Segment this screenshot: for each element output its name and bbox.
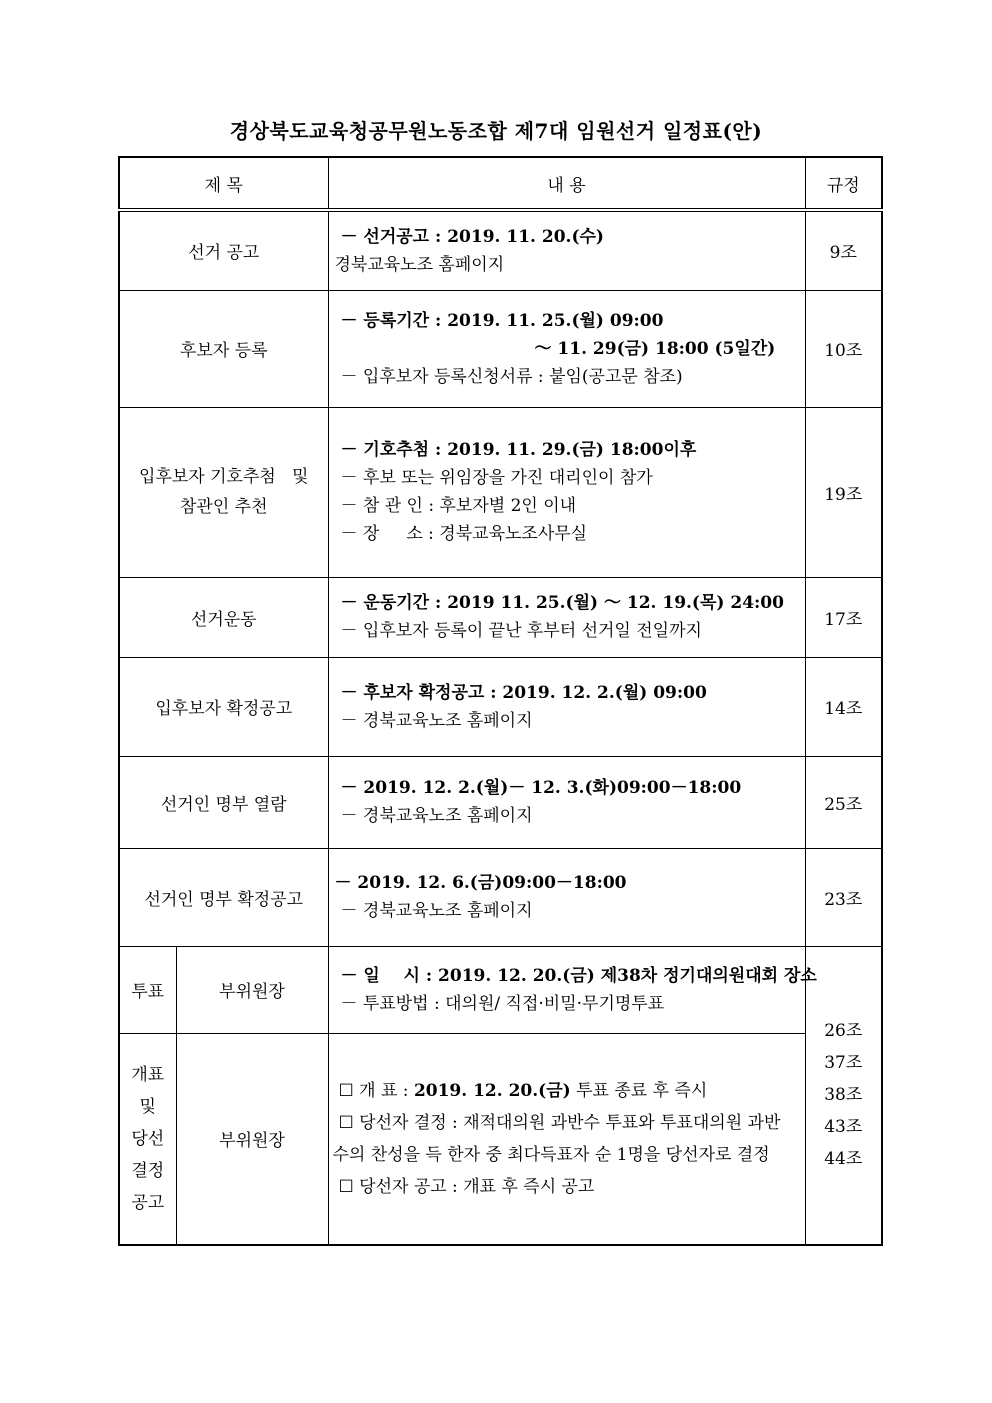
content-line: － 기호추첨 : 2019. 11. 29.(금) 18:00이후 [340, 440, 697, 460]
content-line: － 운동기간 : 2019 11. 25.(월) ～ 12. 19.(목) 24:00 [340, 593, 784, 613]
count-label-line: 결정 [131, 1160, 165, 1181]
table-row [119, 848, 882, 946]
row-content [328, 756, 805, 848]
header-subject: 제 목 [119, 157, 328, 210]
table-row [119, 657, 882, 756]
table-row [119, 946, 882, 1033]
rule-item: 37조 [824, 1053, 863, 1074]
row-subject: 선거인 명부 확정공고 [119, 848, 328, 946]
rule-item: 44조 [824, 1149, 863, 1170]
table-row [119, 1033, 882, 1245]
row-content [328, 210, 805, 290]
schedule-table [118, 156, 883, 1246]
row-subject [119, 407, 328, 577]
row-content [328, 1033, 805, 1245]
count-label-line: 당선 [131, 1128, 165, 1149]
row-subject: 입후보자 확정공고 [119, 657, 328, 756]
row-content [328, 848, 805, 946]
count-label [119, 1033, 176, 1245]
header-content: 내 용 [328, 157, 805, 210]
table-row [119, 577, 882, 657]
content-line: 수의 찬성을 득 한자 중 최다득표자 순 1명을 당선자로 결정 [332, 1144, 770, 1165]
page-title: 경상북도교육청공무원노동조합 제7대 임원선거 일정표(안) [229, 119, 763, 143]
count-label-line: 공고 [131, 1192, 165, 1213]
row-subject: 선거 공고 [119, 210, 328, 290]
rule-item: 43조 [824, 1117, 863, 1138]
content-line: － 장 소 : 경북교육노조사무실 [340, 524, 588, 544]
content-line: － 2019. 12. 6.(금)09:00－18:00 [334, 873, 627, 893]
row-content [328, 407, 805, 577]
row-rule: 14조 [805, 657, 882, 756]
row-rule: 23조 [805, 848, 882, 946]
content-line: － 일 시 : 2019. 12. 20.(금) 제38차 정기대의원대회 장소 [340, 965, 817, 986]
content-line: ～ 11. 29(금) 18:00 (5일간) [534, 338, 776, 359]
rule-item: 26조 [824, 1021, 863, 1042]
content-line [333, 1075, 803, 1107]
row-rule: 17조 [805, 577, 882, 657]
count-manager: 부위원장 [176, 1033, 328, 1245]
content-line: － 경북교육노조 홈페이지 [340, 710, 533, 731]
content-line: － 경북교육노조 홈페이지 [340, 806, 533, 826]
content-line: － 입후보자 등록이 끝난 후부터 선거일 전일까지 [340, 621, 702, 641]
content-line: － 등록기간 : 2019. 11. 25.(월) 09:00 [340, 310, 664, 331]
row-subject: 선거인 명부 열람 [119, 756, 328, 848]
table-row [119, 756, 882, 848]
row-rule: 25조 [805, 756, 882, 848]
content-line: 경북교육노조 홈페이지 [334, 254, 505, 275]
row-rule: 19조 [805, 407, 882, 577]
count-label-line: 및 [139, 1096, 156, 1117]
row-subject: 후보자 등록 [119, 290, 328, 407]
subject-line: 참관인 추천 [179, 497, 268, 517]
content-line: ☐ 당선자 결정 : 재적대의원 과반수 투표와 투표대의원 과반 [338, 1112, 781, 1133]
final-rules [805, 946, 882, 1245]
content-line: － 후보 또는 위임장을 가진 대리인이 참가 [340, 468, 653, 488]
content-line: ☐ 당선자 공고 : 개표 후 즉시 공고 [338, 1176, 595, 1197]
content-line: － 투표방법 : 대의원/ 직접·비밀·무기명투표 [340, 993, 665, 1014]
content-line: － 후보자 확정공고 : 2019. 12. 2.(월) 09:00 [340, 682, 707, 703]
content-line: － 참 관 인 : 후보자별 2인 이내 [340, 496, 577, 516]
vote-manager: 부위원장 [176, 946, 328, 1033]
row-content [328, 577, 805, 657]
content-line: － 입후보자 등록신청서류 : 붙임(공고문 참조) [340, 366, 683, 387]
count-label-line: 개표 [131, 1064, 165, 1085]
table-row [119, 407, 882, 577]
header-rule: 규정 [805, 157, 882, 210]
table-row [119, 290, 882, 407]
rule-item: 38조 [824, 1085, 863, 1106]
row-rule: 9조 [805, 210, 882, 290]
row-content [328, 290, 805, 407]
row-rule: 10조 [805, 290, 882, 407]
content-line: － 선거공고 : 2019. 11. 20.(수) [340, 226, 604, 247]
content-line: － 경북교육노조 홈페이지 [340, 901, 533, 921]
row-content [328, 946, 817, 1033]
vote-label: 투표 [119, 946, 176, 1033]
row-content [328, 657, 805, 756]
row-subject: 선거운동 [119, 577, 328, 657]
content-line: － 2019. 12. 2.(월)－ 12. 3.(화)09:00－18:00 [340, 778, 742, 798]
table-row [119, 210, 882, 290]
header-row [119, 157, 882, 210]
count-line-0: ☐ 개 표 : 2019. 12. 20.(금) 투표 종료 후 즉시 [338, 1080, 708, 1101]
subject-line: 입후보자 기호추첨 및 [139, 467, 309, 487]
